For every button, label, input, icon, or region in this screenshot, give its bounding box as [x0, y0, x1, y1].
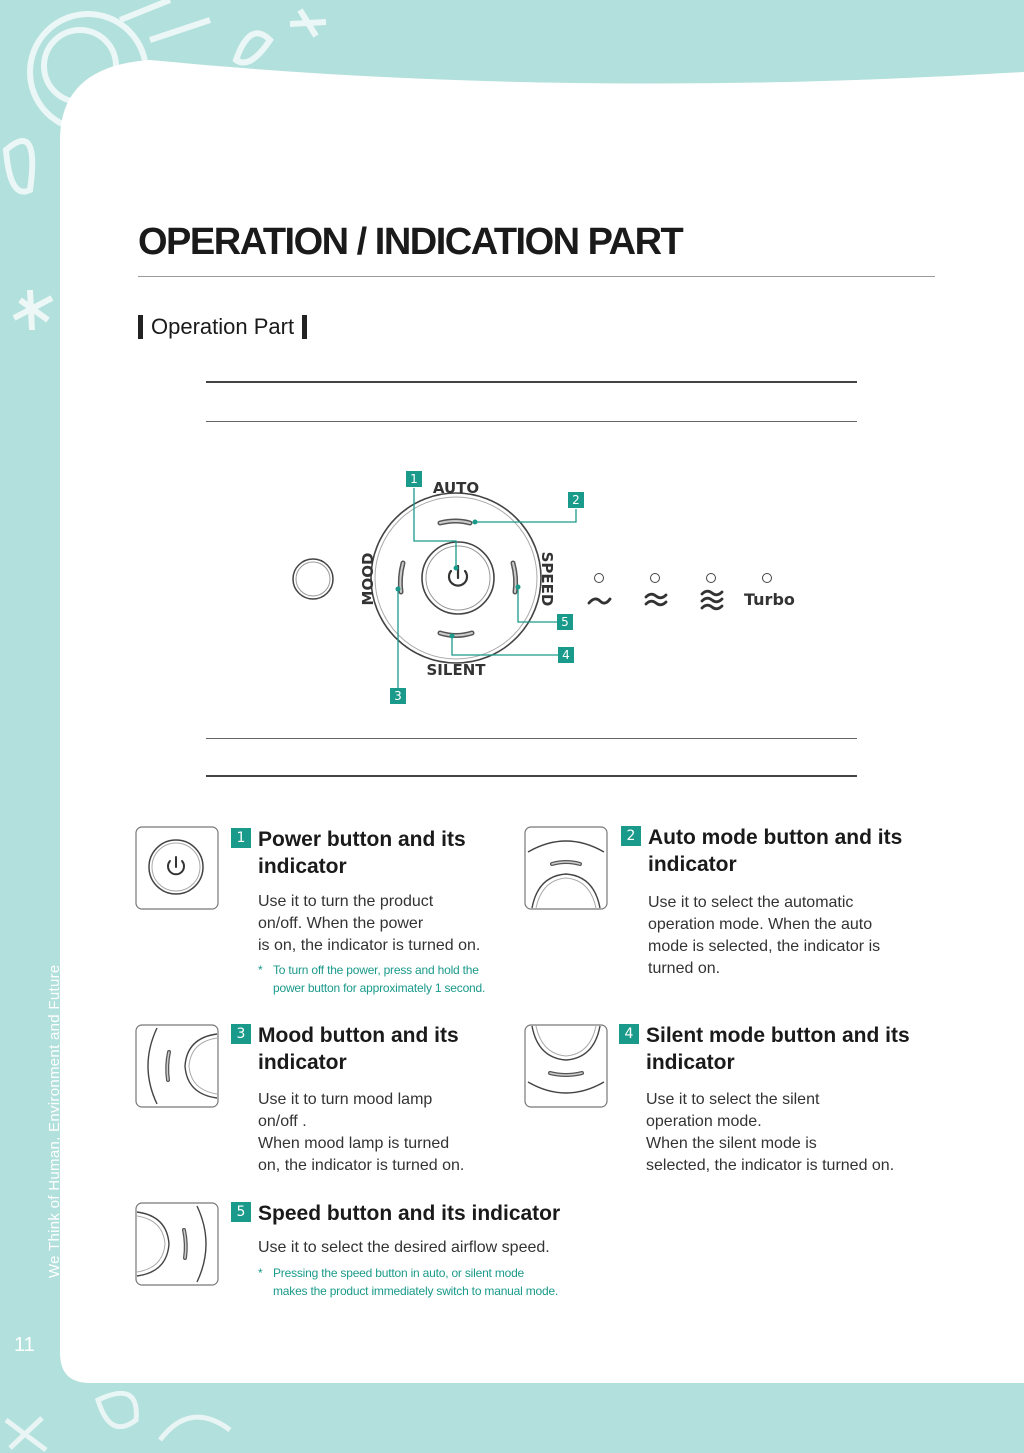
- section-heading-text: Operation Part: [151, 314, 295, 339]
- mood-button-description: Use it to turn mood lamp on/off . When mood lamp is turned on, the indicator is turned on.: [258, 1091, 465, 1174]
- high-speed-icon: [702, 591, 722, 609]
- low-speed-icon: [589, 599, 610, 603]
- silent-button-thumbnail: [524, 1024, 608, 1108]
- item-number-4: 4: [619, 1024, 639, 1044]
- silent-button-description: Use it to select the silent operation mode. When the silent mode is selected, the indicator is turned on.: [646, 1091, 895, 1174]
- auto-button-thumbnail: [524, 826, 608, 910]
- auto-label: AUTO: [432, 479, 480, 497]
- power-button-thumbnail: [135, 826, 219, 910]
- power-button-description: Use it to turn the product on/off. When the power is on, the indicator is turned on.: [258, 893, 481, 954]
- mood-button-thumbnail: [135, 1024, 219, 1108]
- mood-button-title: Mood button and its indicator: [258, 1024, 459, 1074]
- turbo-label: Turbo: [744, 590, 795, 609]
- speed-button-note: * Pressing the speed button in auto, or silent mode makes the product immediately switch to manual mode.: [258, 1266, 559, 1298]
- speed-button-title: Speed button and its indicator: [258, 1202, 561, 1225]
- silent-label: SILENT: [426, 661, 486, 679]
- item-number-2: 2: [621, 826, 641, 846]
- speed-button-thumbnail: [135, 1202, 219, 1286]
- callout-1: 1: [406, 471, 422, 487]
- callout-4: 4: [558, 647, 574, 663]
- auto-button-description: Use it to select the automatic operation mode. When the auto mode is selected, the indicator is turned on.: [648, 894, 881, 977]
- speed-level-lamps: [595, 574, 772, 583]
- item-number-1: 1: [231, 828, 251, 848]
- auto-button-title: Auto mode button and its indicator: [648, 826, 903, 876]
- silent-button-title: Silent mode button and its indicator: [646, 1024, 910, 1074]
- callout-5: 5: [557, 614, 573, 630]
- power-button-note: * To turn off the power, press and hold the power button for approximately 1 second.: [258, 963, 486, 995]
- page-number: 11: [14, 1334, 35, 1356]
- note-asterisk: *: [258, 1266, 263, 1280]
- callout-3: 3: [390, 688, 406, 704]
- mood-label: MOOD: [359, 552, 377, 606]
- sidebar-tagline: We Think of Human, Environment and Future: [46, 964, 63, 1278]
- diagram-bottom-rule: [206, 775, 857, 777]
- speed-label: SPEED: [538, 551, 556, 607]
- sensor-indicator: [293, 559, 333, 599]
- note-asterisk: *: [258, 963, 263, 977]
- item-number-5: 5: [231, 1202, 251, 1222]
- speed-button-description: Use it to select the desired airflow speed.: [258, 1239, 550, 1256]
- medium-speed-icon: [646, 594, 666, 605]
- item-number-3: 3: [231, 1024, 251, 1044]
- callout-2: 2: [568, 492, 584, 508]
- power-button-title: Power button and its indicator: [258, 828, 466, 878]
- page-title: OPERATION / INDICATION PART: [138, 221, 683, 263]
